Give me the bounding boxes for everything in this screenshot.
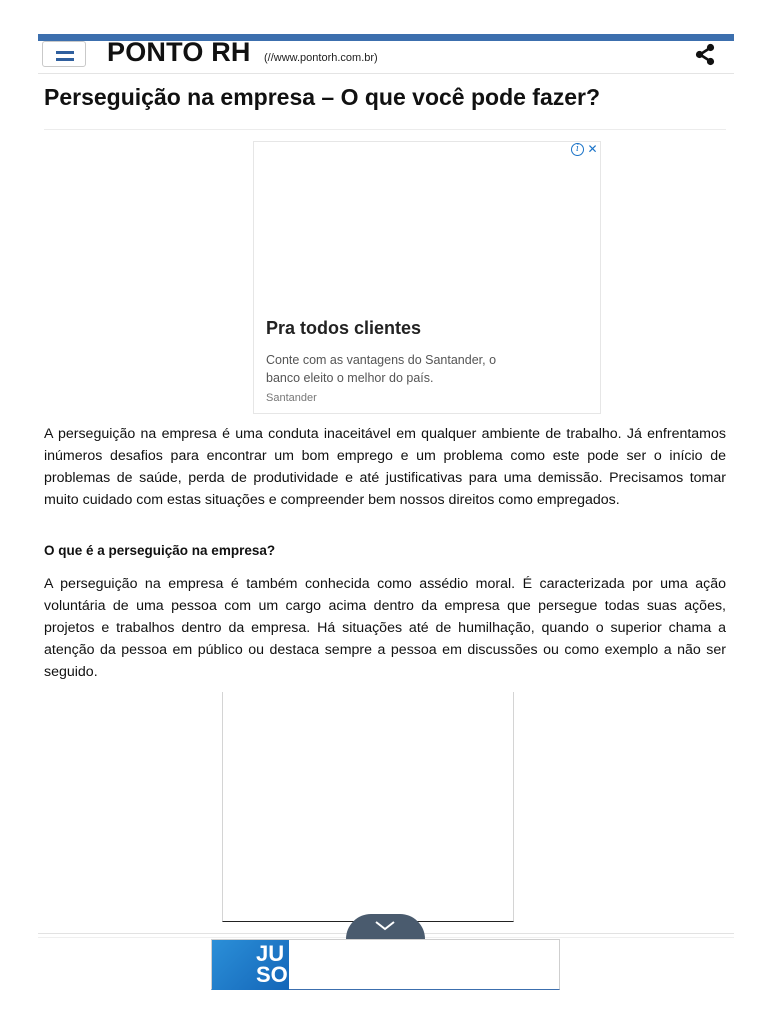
article-paragraph: A perseguição na empresa é uma conduta inaceitável em qualquer ambiente de trabalho. Já enfrentamos inúmeros desafios para encontrar um bom emprego e um problema como este pode ser o início de problemas de saúde, perda de produtividade e até justificativas para uma demissão. Precisamos tomar muito cuidado com estas situações e compreender bem nossos direitos como empregados. [44, 426, 726, 508]
sticky-ad-banner[interactable] [211, 939, 560, 990]
ad-badges [571, 142, 600, 157]
share-icon [691, 41, 719, 69]
ad-close-icon[interactable]: ✕ [587, 142, 598, 156]
ad-body-text: Conte com as vantagens do Santander, o banco eleito o melhor do país. [266, 353, 497, 385]
share-button[interactable] [691, 41, 719, 69]
title-divider [44, 129, 726, 130]
article-paragraph: A perseguição na empresa é também conhecida como assédio moral. É caracterizada por uma ação voluntária de uma pessoa com um cargo acima dentro da empresa que persegue todas suas ações, projetos e trabalhos dentro da empresa. Há situações até de humilhação, quando o superior chama a atenção da pessoa em público ou destaca sempre a pessoa em discussões ou como exemplo a não ser seguido. [44, 576, 726, 680]
site-logo[interactable]: PONTO RH [107, 37, 251, 67]
hamburger-icon [56, 51, 74, 54]
site-header [38, 37, 734, 74]
ad-logo-text: SO [256, 962, 288, 987]
ad-info-icon[interactable]: i [571, 143, 584, 156]
ad-logo [212, 940, 289, 990]
chevron-down-icon [374, 920, 396, 932]
ad-border [600, 142, 601, 187]
menu-button[interactable] [42, 41, 86, 67]
hamburger-icon-bar [56, 58, 74, 61]
ad-slot-middle [222, 692, 514, 922]
site-url: (//www.pontorh.com.br) [264, 52, 378, 64]
ad-banner-top[interactable] [253, 141, 601, 414]
ad-logo-text: JU [256, 941, 285, 966]
article-title: Perseguição na empresa – O que você pode fazer? [44, 84, 601, 110]
ad-headline[interactable]: Pra todos clientes [266, 318, 422, 338]
article-subheading: O que é a perseguição na empresa? [44, 543, 276, 558]
collapse-ad-button[interactable] [346, 914, 425, 939]
ad-sponsor: Santander [266, 392, 317, 404]
